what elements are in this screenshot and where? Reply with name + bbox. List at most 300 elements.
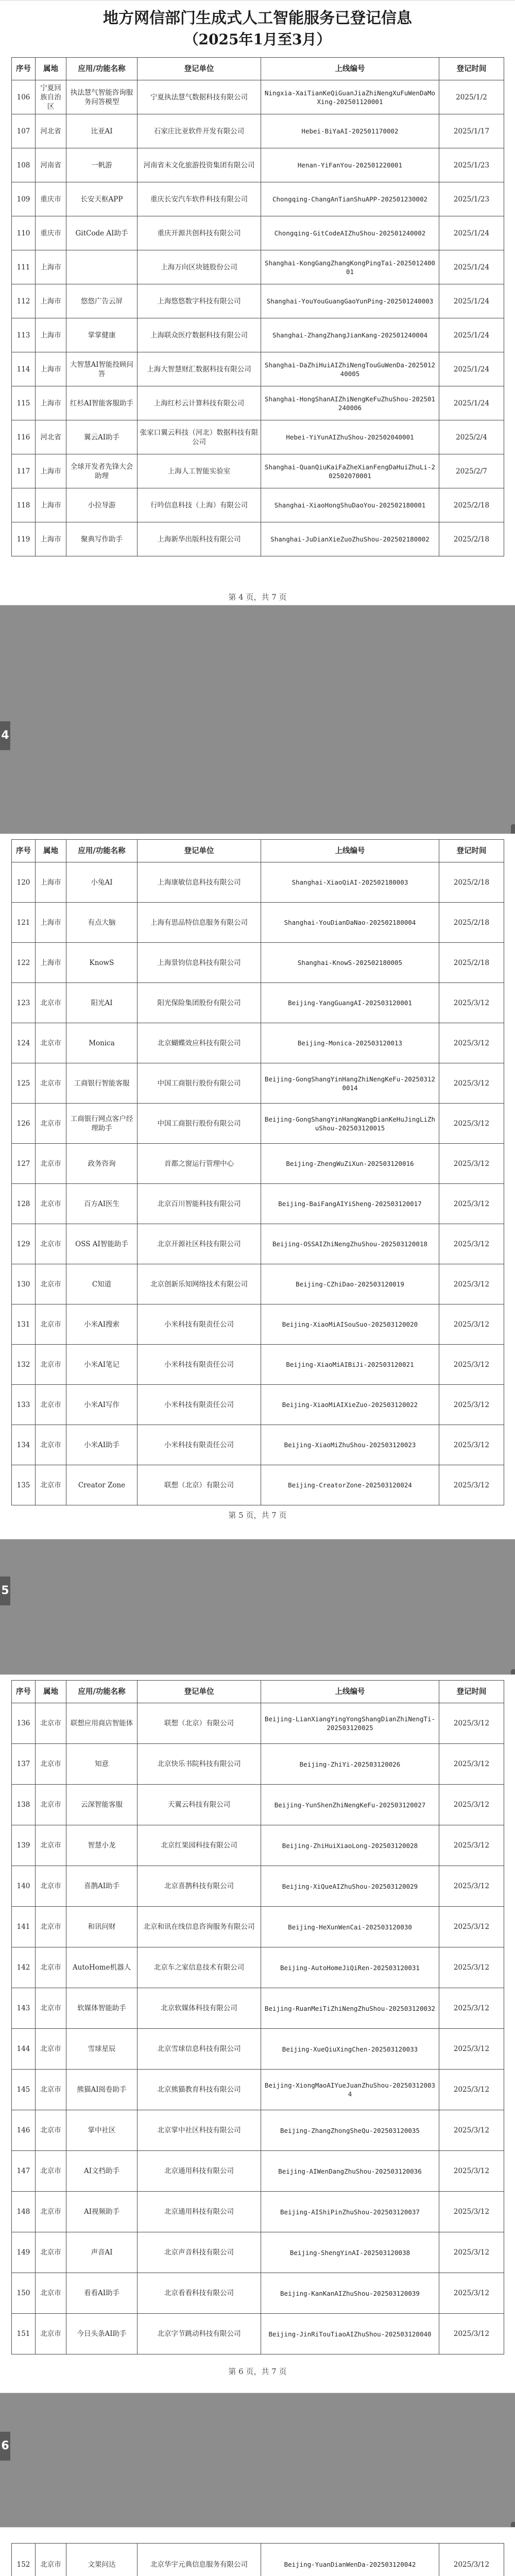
registration-date: 2025/1/24 <box>439 318 504 352</box>
region: 北京市 <box>36 1825 66 1866</box>
region: 重庆市 <box>36 182 66 216</box>
region: 北京市 <box>36 1947 66 1988</box>
app-name: 小米AI助手 <box>66 1425 138 1465</box>
registration-date: 2025/3/12 <box>439 1785 504 1825</box>
registrant: 上海人工智能实验室 <box>138 454 261 488</box>
table-row <box>12 488 504 522</box>
registrant: 小米科技有限责任公司 <box>138 1385 261 1425</box>
registration-date: 2025/3/12 <box>439 2110 504 2151</box>
registrant: 北京字节跳动科技有限公司 <box>138 2314 261 2354</box>
registrant: 上海景钧信息科技有限公司 <box>138 943 261 983</box>
region: 北京市 <box>36 1866 66 1907</box>
launch-id: Beijing-XueQiuXingChen-202503120033 <box>261 2029 439 2070</box>
row-number: 133 <box>12 1385 36 1425</box>
registration-date: 2025/3/12 <box>439 1144 504 1184</box>
launch-id: Beijing-ZhiHuiXiaoLong-202503120028 <box>261 1825 439 1866</box>
app-name: 小拉导游 <box>66 488 138 522</box>
table-row <box>12 1063 504 1104</box>
app-name: 政务咨询 <box>66 1144 138 1184</box>
launch-id: Shanghai-ZhangZhangJianKang-202501240004 <box>261 318 439 352</box>
table-row <box>12 1744 504 1785</box>
registration-date: 2025/1/24 <box>439 386 504 420</box>
launch-id: Beijing-GongShangYinHangZhiNengKeFu-202503120014 <box>261 1063 439 1104</box>
table-row <box>12 1785 504 1825</box>
app-name: 小米AI写作 <box>66 1385 138 1425</box>
app-name: 小兔AI <box>66 862 138 903</box>
column-header: 序号 <box>12 840 36 862</box>
region: 北京市 <box>36 1465 66 1505</box>
row-number: 151 <box>12 2314 36 2354</box>
launch-id: Shanghai-XiaoHongShuDaoYou-202502180001 <box>261 488 439 522</box>
region: 河北省 <box>36 420 66 454</box>
region: 北京市 <box>36 983 66 1023</box>
registrant: 上海悠悠数字科技有限公司 <box>138 284 261 318</box>
row-number: 136 <box>12 1703 36 1744</box>
row-number: 122 <box>12 943 36 983</box>
registrant: 北京通用科技有限公司 <box>138 2151 261 2192</box>
region: 北京市 <box>36 2314 66 2354</box>
table-row <box>12 1866 504 1907</box>
table-row <box>12 1703 504 1744</box>
registrant: 联想（北京）有限公司 <box>138 1703 261 1744</box>
column-header: 上线编号 <box>261 1681 439 1703</box>
page-number-badge: 6 <box>0 2432 10 2461</box>
registrant: 上海康敏信息科技有限公司 <box>138 862 261 903</box>
row-number: 109 <box>12 182 36 216</box>
registration-date: 2025/3/12 <box>439 1465 504 1505</box>
region: 上海市 <box>36 522 66 556</box>
page-number-badge: 5 <box>0 1577 10 1605</box>
table-row <box>12 2070 504 2110</box>
launch-id: Beijing-XiQueAIZhuShou-202503120029 <box>261 1866 439 1907</box>
row-number: 140 <box>12 1866 36 1907</box>
launch-id: Beijing-Monica-202503120013 <box>261 1023 439 1063</box>
app-name: 云深智能客服 <box>66 1785 138 1825</box>
row-number: 132 <box>12 1345 36 1385</box>
launch-id: Beijing-XiaoMiZhuShou-202503120023 <box>261 1425 439 1465</box>
registrant: 北京通用科技有限公司 <box>138 2192 261 2232</box>
table-row <box>12 1465 504 1505</box>
row-number: 108 <box>12 148 36 182</box>
app-name: 全球开发者先锋大会助理 <box>66 454 138 488</box>
registration-date: 2025/3/12 <box>439 1304 504 1345</box>
app-name: AI视频助手 <box>66 2192 138 2232</box>
row-number: 126 <box>12 1104 36 1144</box>
row-number: 127 <box>12 1144 36 1184</box>
table-row <box>12 1023 504 1063</box>
region: 重庆市 <box>36 216 66 250</box>
registrant: 重庆长安汽车软件科技有限公司 <box>138 182 261 216</box>
registrant: 阳光保险集团股份有限公司 <box>138 983 261 1023</box>
registration-date: 2025/2/18 <box>439 862 504 903</box>
launch-id: Shanghai-QuanQiuKaiFaZheXianFengDaHuiZhuLi-202502070001 <box>261 454 439 488</box>
app-name: 大智慧AI智能投顾问答 <box>66 352 138 386</box>
region: 上海市 <box>36 284 66 318</box>
page-footer: 第 5 页，共 7 页 <box>228 1511 287 1520</box>
column-header: 属地 <box>36 1681 66 1703</box>
table-row <box>12 1988 504 2029</box>
app-name: 喜鹊AI助手 <box>66 1866 138 1907</box>
registration-date: 2025/3/12 <box>439 1988 504 2029</box>
table-row <box>12 182 504 216</box>
row-number: 119 <box>12 522 36 556</box>
table-row <box>12 522 504 556</box>
registrant: 中国工商银行股份有限公司 <box>138 1063 261 1104</box>
region: 北京市 <box>36 2029 66 2070</box>
region: 上海市 <box>36 862 66 903</box>
app-name <box>66 250 138 284</box>
registrant: 北京车之家信息技术有限公司 <box>138 1947 261 1988</box>
registration-date: 2025/1/23 <box>439 148 504 182</box>
launch-id: Beijing-HeXunWenCai-202503120030 <box>261 1907 439 1947</box>
registrant: 小米科技有限责任公司 <box>138 1345 261 1385</box>
region: 北京市 <box>36 1385 66 1425</box>
launch-id: Beijing-RuanMeiTiZhiNengZhuShou-202503120032 <box>261 1988 439 2029</box>
registrant: 北京创新乐知网络技术有限公司 <box>138 1264 261 1304</box>
region: 北京市 <box>36 1744 66 1785</box>
table-row <box>12 114 504 148</box>
registrant: 小米科技有限责任公司 <box>138 1304 261 1345</box>
region: 北京市 <box>36 2110 66 2151</box>
region: 北京市 <box>36 1023 66 1063</box>
registrant: 上海有思品特信息服务有限公司 <box>138 903 261 943</box>
table-row <box>12 148 504 182</box>
registration-table <box>11 2543 504 2576</box>
row-number: 106 <box>12 80 36 114</box>
region: 上海市 <box>36 352 66 386</box>
document-title <box>0 1 515 50</box>
app-name: Monica <box>66 1023 138 1063</box>
table-row <box>12 2110 504 2151</box>
registrant: 上海万向区块链股份公司 <box>138 250 261 284</box>
registration-date: 2025/1/2 <box>439 80 504 114</box>
registrant: 重庆开源共创科技有限公司 <box>138 216 261 250</box>
table-row <box>12 2273 504 2314</box>
launch-id: Shanghai-HongShanAIZhiNengKeFuZhuShou-202501240006 <box>261 386 439 420</box>
registration-date: 2025/2/18 <box>439 488 504 522</box>
region: 北京市 <box>36 1785 66 1825</box>
registrant: 小米科技有限责任公司 <box>138 1425 261 1465</box>
row-number: 149 <box>12 2232 36 2273</box>
launch-id: Shanghai-XiaoQiAI-202502180003 <box>261 862 439 903</box>
app-name: 比亚AI <box>66 114 138 148</box>
page-number-badge: 4 <box>0 721 10 750</box>
region: 北京市 <box>36 1988 66 2029</box>
launch-id: Shanghai-YouDianDaNao-202502180004 <box>261 903 439 943</box>
launch-id: Beijing-BaiFangAIYiSheng-202503120017 <box>261 1184 439 1224</box>
column-header: 登记单位 <box>138 1681 261 1703</box>
registrant: 北京看看科技有限公司 <box>138 2273 261 2314</box>
row-number: 138 <box>12 1785 36 1825</box>
region: 北京市 <box>36 2273 66 2314</box>
launch-id: Beijing-XiaoMiAIBiJi-202503120021 <box>261 1345 439 1385</box>
registration-date: 2025/3/12 <box>439 1063 504 1104</box>
app-name: 智慧小龙 <box>66 1825 138 1866</box>
region: 北京市 <box>36 2192 66 2232</box>
table-row <box>12 2544 504 2576</box>
launch-id: Beijing-KanKanAIZhuShou-202503120039 <box>261 2273 439 2314</box>
app-name: 长安天枢APP <box>66 182 138 216</box>
launch-id: Beijing-YangGuangAI-202503120001 <box>261 983 439 1023</box>
registration-date: 2025/1/23 <box>439 182 504 216</box>
registration-date: 2025/3/12 <box>439 1825 504 1866</box>
app-name: 阳光AI <box>66 983 138 1023</box>
registration-table <box>11 57 504 556</box>
row-number: 129 <box>12 1224 36 1264</box>
row-number: 125 <box>12 1063 36 1104</box>
app-name: 掌中社区 <box>66 2110 138 2151</box>
app-name: 软媒体智能助手 <box>66 1988 138 2029</box>
app-name: KnowS <box>66 943 138 983</box>
registration-date: 2025/1/24 <box>439 250 504 284</box>
region: 上海市 <box>36 903 66 943</box>
row-number: 135 <box>12 1465 36 1505</box>
registration-date: 2025/3/12 <box>439 2544 504 2576</box>
app-name: 悠悠广告云屏 <box>66 284 138 318</box>
registration-date: 2025/3/12 <box>439 2070 504 2110</box>
registrant: 天翼云科技有限公司 <box>138 1785 261 1825</box>
table-row <box>12 318 504 352</box>
app-name: 联想应用商店智能体 <box>66 1703 138 1744</box>
row-number: 114 <box>12 352 36 386</box>
registration-date: 2025/3/12 <box>439 1744 504 1785</box>
document-page-4 <box>0 0 515 605</box>
region: 河北省 <box>36 114 66 148</box>
region: 宁夏回族自治区 <box>36 80 66 114</box>
table-row <box>12 862 504 903</box>
region: 上海市 <box>36 386 66 420</box>
registrant: 北京雪球信息科技有限公司 <box>138 2029 261 2070</box>
app-name: AutoHome机器人 <box>66 1947 138 1988</box>
registration-date: 2025/1/24 <box>439 284 504 318</box>
page-footer: 第 4 页，共 7 页 <box>228 592 287 602</box>
region: 北京市 <box>36 2151 66 2192</box>
table-row <box>12 1425 504 1465</box>
registrant: 河南省未文化旅游投资集团有限公司 <box>138 148 261 182</box>
row-number: 150 <box>12 2273 36 2314</box>
registration-date: 2025/2/4 <box>439 420 504 454</box>
column-header: 上线编号 <box>261 840 439 862</box>
row-number: 113 <box>12 318 36 352</box>
launch-id: Beijing-JinRiTouTiaoAIZhuShou-202503120040 <box>261 2314 439 2354</box>
document-page-6 <box>0 1674 515 2393</box>
registration-table <box>11 839 504 1505</box>
registrant: 北京和讯在线信息咨询服务有限公司 <box>138 1907 261 1947</box>
app-name: 工商银行网点客户经理助手 <box>66 1104 138 1144</box>
table-row <box>12 250 504 284</box>
table-row <box>12 903 504 943</box>
document-page-5 <box>0 834 515 1539</box>
app-name: 红杉AI智能客服助手 <box>66 386 138 420</box>
registrant: 北京熊猫教育科技有限公司 <box>138 2070 261 2110</box>
row-number: 134 <box>12 1425 36 1465</box>
registration-date: 2025/3/12 <box>439 1264 504 1304</box>
registration-date: 2025/3/12 <box>439 1345 504 1385</box>
registrant: 石家庄比亚软件开发有限公司 <box>138 114 261 148</box>
launch-id: Chongqing-ChangAnTianShuAPP-202501230002 <box>261 182 439 216</box>
region: 上海市 <box>36 943 66 983</box>
region: 北京市 <box>36 1345 66 1385</box>
row-number: 121 <box>12 903 36 943</box>
registration-date: 2025/3/12 <box>439 2232 504 2273</box>
page-footer: 第 6 页，共 7 页 <box>228 2367 287 2376</box>
launch-id: Beijing-ZhangZhongSheQu-202503120035 <box>261 2110 439 2151</box>
app-name: 雪球星辰 <box>66 2029 138 2070</box>
row-number: 137 <box>12 1744 36 1785</box>
row-number: 148 <box>12 2192 36 2232</box>
launch-id: Beijing-XiongMaoAIYueJuanZhuShou-202503120034 <box>261 2070 439 2110</box>
launch-id: Beijing-LianXiangYingYongShangDianZhiNengTi-202503120025 <box>261 1703 439 1744</box>
registration-date: 2025/3/12 <box>439 983 504 1023</box>
registrant: 北京声音科技有限公司 <box>138 2232 261 2273</box>
column-header: 上线编号 <box>261 58 439 80</box>
registrant: 联想（北京）有限公司 <box>138 1465 261 1505</box>
table-row <box>12 386 504 420</box>
row-number: 118 <box>12 488 36 522</box>
region: 上海市 <box>36 488 66 522</box>
region: 北京市 <box>36 1104 66 1144</box>
registration-date: 2025/3/12 <box>439 1703 504 1744</box>
app-name: GitCode AI助手 <box>66 216 138 250</box>
registration-date: 2025/3/12 <box>439 2151 504 2192</box>
launch-id: Ningxia-XaiTianKeQiGuanJiaZhiNengXuFuWenDaMoXing-202501120001 <box>261 80 439 114</box>
launch-id: Beijing-AIWenDangZhuShou-202503120036 <box>261 2151 439 2192</box>
table-header-row <box>12 1681 504 1703</box>
launch-id: Henan-YiFanYou-202501220001 <box>261 148 439 182</box>
row-number: 143 <box>12 1988 36 2029</box>
table-row <box>12 1304 504 1345</box>
registrant: 北京百川智能科技有限公司 <box>138 1184 261 1224</box>
registrant: 中国工商银行股份有限公司 <box>138 1104 261 1144</box>
table-header-row <box>12 58 504 80</box>
app-name: 文果问达 <box>66 2544 138 2576</box>
launch-id: Beijing-AutoHomeJiQiRen-202503120031 <box>261 1947 439 1988</box>
launch-id: Shanghai-KnowS-202502180005 <box>261 943 439 983</box>
row-number: 152 <box>12 2544 36 2576</box>
region: 北京市 <box>36 2070 66 2110</box>
region: 上海市 <box>36 454 66 488</box>
launch-id: Shanghai-YouYouGuangGaoYunPing-202501240003 <box>261 284 439 318</box>
launch-id: Beijing-YunShenZhiNengKeFu-202503120027 <box>261 1785 439 1825</box>
region: 河南省 <box>36 148 66 182</box>
row-number: 146 <box>12 2110 36 2151</box>
region: 上海市 <box>36 250 66 284</box>
row-number: 107 <box>12 114 36 148</box>
launch-id: Beijing-GongShangYinHangWangDianKeHuJingLiZhuShou-202503120015 <box>261 1104 439 1144</box>
registration-date: 2025/3/12 <box>439 1023 504 1063</box>
table-row <box>12 2314 504 2354</box>
registration-date: 2025/3/12 <box>439 1224 504 1264</box>
region: 北京市 <box>36 1264 66 1304</box>
launch-id: Beijing-AIShiPinZhuShou-202503120037 <box>261 2192 439 2232</box>
app-name: Creator Zone <box>66 1465 138 1505</box>
registration-date: 2025/3/12 <box>439 1184 504 1224</box>
column-header: 序号 <box>12 1681 36 1703</box>
row-number: 112 <box>12 284 36 318</box>
app-name: 看看AI助手 <box>66 2273 138 2314</box>
region: 北京市 <box>36 1907 66 1947</box>
app-name: AI文档助手 <box>66 2151 138 2192</box>
app-name: 小米AI笔记 <box>66 1345 138 1385</box>
app-name: 小米AI搜索 <box>66 1304 138 1345</box>
registration-date: 2025/1/24 <box>439 352 504 386</box>
table-row <box>12 1907 504 1947</box>
region: 北京市 <box>36 1304 66 1345</box>
registrant: 北京软媒体科技有限公司 <box>138 1988 261 2029</box>
row-number: 111 <box>12 250 36 284</box>
table-row <box>12 1385 504 1425</box>
table-row <box>12 1184 504 1224</box>
table-row <box>12 1224 504 1264</box>
column-header: 登记时间 <box>439 1681 504 1703</box>
table-row <box>12 80 504 114</box>
launch-id: Beijing-ZhengWuZiXun-202503120016 <box>261 1144 439 1184</box>
app-name: 熊猫AI阅卷助手 <box>66 2070 138 2110</box>
region: 北京市 <box>36 1703 66 1744</box>
app-name: 声音AI <box>66 2232 138 2273</box>
row-number: 142 <box>12 1947 36 1988</box>
app-name: 有点大脑 <box>66 903 138 943</box>
row-number: 123 <box>12 983 36 1023</box>
registrant: 北京喜鹊科技有限公司 <box>138 1866 261 1907</box>
registration-date: 2025/3/12 <box>439 2192 504 2232</box>
app-name: 和讯问财 <box>66 1907 138 1947</box>
registration-date: 2025/3/12 <box>439 1425 504 1465</box>
table-row <box>12 284 504 318</box>
registrant: 张家口翼云科技（河北）数据科技有限公司 <box>138 420 261 454</box>
column-header: 属地 <box>36 840 66 862</box>
registrant: 北京蝴蝶效应科技有限公司 <box>138 1023 261 1063</box>
row-number: 115 <box>12 386 36 420</box>
row-number: 117 <box>12 454 36 488</box>
table-row <box>12 1144 504 1184</box>
column-header: 应用/功能名称 <box>66 840 138 862</box>
table-row <box>12 352 504 386</box>
region: 北京市 <box>36 1063 66 1104</box>
launch-id: Shanghai-KongGangZhangKongPingTai-202501240001 <box>261 250 439 284</box>
row-number: 139 <box>12 1825 36 1866</box>
app-name: OSS AI智能助手 <box>66 1224 138 1264</box>
launch-id: Beijing-CreatorZone-202503120024 <box>261 1465 439 1505</box>
table-row <box>12 2232 504 2273</box>
launch-id: Beijing-XiaoMiAISouSuo-202503120020 <box>261 1304 439 1345</box>
region: 北京市 <box>36 2232 66 2273</box>
app-name: 今日头条AI助手 <box>66 2314 138 2354</box>
launch-id: Shanghai-JuDianXieZuoZhuShou-202502180002 <box>261 522 439 556</box>
registration-date: 2025/3/12 <box>439 1907 504 1947</box>
registrant: 北京开源社区科技有限公司 <box>138 1224 261 1264</box>
row-number: 120 <box>12 862 36 903</box>
column-header: 登记单位 <box>138 58 261 80</box>
app-name: 一帆游 <box>66 148 138 182</box>
table-row <box>12 454 504 488</box>
column-header: 应用/功能名称 <box>66 1681 138 1703</box>
column-header: 登记单位 <box>138 840 261 862</box>
registrant: 北京红果园科技有限公司 <box>138 1825 261 1866</box>
registration-date: 2025/2/7 <box>439 454 504 488</box>
registrant: 上海新华出版科技有限公司 <box>138 522 261 556</box>
table-row <box>12 1947 504 1988</box>
launch-id: Beijing-YuanDianWenDa-202503120042 <box>261 2544 439 2576</box>
row-number: 110 <box>12 216 36 250</box>
table-header-row <box>12 840 504 862</box>
document-page-7 <box>0 2527 515 2576</box>
row-number: 145 <box>12 2070 36 2110</box>
column-header: 序号 <box>12 58 36 80</box>
registration-date: 2025/1/17 <box>439 114 504 148</box>
registration-date: 2025/2/18 <box>439 522 504 556</box>
launch-id: Shanghai-DaZhiHuiAIZhiNengTouGuWenDa-202501240005 <box>261 352 439 386</box>
